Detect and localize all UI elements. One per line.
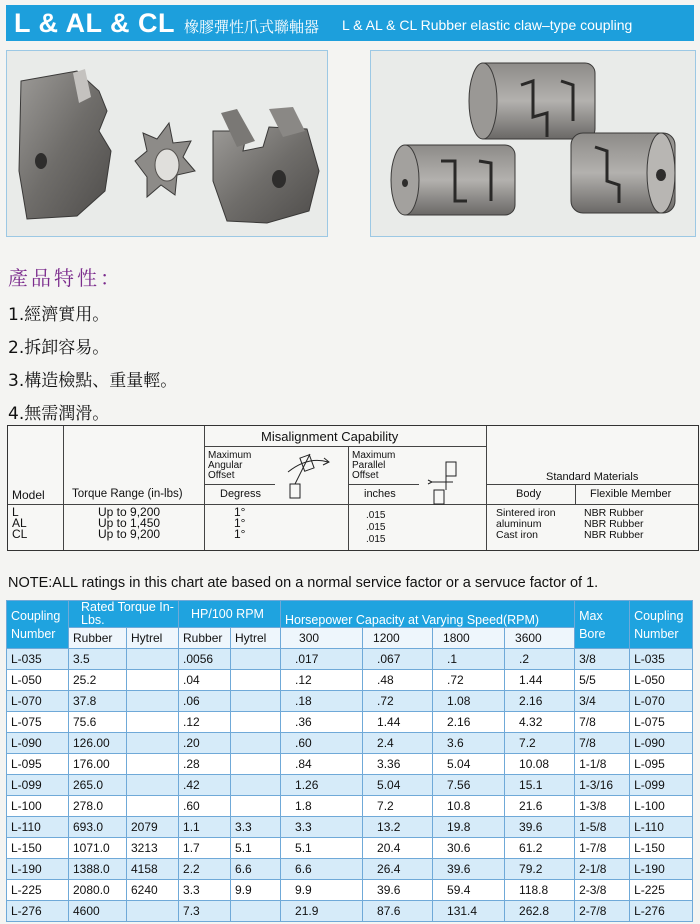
subheader-torque-rubber: Rubber <box>69 628 127 649</box>
cell-max-bore: 7/8 <box>575 712 630 733</box>
cell-coupling-number-right: L-190 <box>630 859 693 880</box>
cell-hp-hytrel <box>231 754 281 775</box>
table-row <box>7 901 693 922</box>
cell-hp-300: .36 <box>281 712 363 733</box>
cell-hp-hytrel <box>231 733 281 754</box>
cell-coupling-number: L-070 <box>7 691 69 712</box>
cell-coupling-number-right: L-100 <box>630 796 693 817</box>
cell-torque-rubber: 126.00 <box>69 733 127 754</box>
cell-torque-rubber: 1071.0 <box>69 838 127 859</box>
spec-flex-values: NBR Rubber NBR Rubber NBR Rubber <box>584 507 644 541</box>
cell-hp-hytrel: 6.6 <box>231 859 281 880</box>
feature-item: 1.經濟實用。 <box>8 305 110 325</box>
cell-torque-rubber: 1388.0 <box>69 859 127 880</box>
subheader-torque-hytrel: Hytrel <box>127 628 179 649</box>
cell-max-bore: 1-1/8 <box>575 754 630 775</box>
subheader-speed-1800: 1800 <box>433 628 505 649</box>
cell-max-bore: 2-7/8 <box>575 901 630 922</box>
cell-hp-rubber: .60 <box>179 796 231 817</box>
cell-hp-3600: 15.1 <box>505 775 575 796</box>
cell-hp-hytrel <box>231 712 281 733</box>
title-chinese: 橡膠彈性爪式聯軸器 <box>184 19 320 36</box>
misalignment-title: Misalignment Capability <box>261 429 399 444</box>
cell-hp-3600: 10.08 <box>505 754 575 775</box>
cell-hp-1800: 1.08 <box>433 691 505 712</box>
spec-torque-values: Up to 9,200 Up to 1,450 Up to 9,200 <box>98 505 161 541</box>
cell-coupling-number: L-110 <box>7 817 69 838</box>
cell-torque-rubber: 25.2 <box>69 670 127 691</box>
spec-degree-values: 1° 1° 1° <box>234 505 246 541</box>
cell-max-bore: 1-3/16 <box>575 775 630 796</box>
feature-item: 3.構造檢點、重量輕。 <box>8 371 178 391</box>
cell-hp-300: 1.26 <box>281 775 363 796</box>
cell-hp-1200: 3.36 <box>363 754 433 775</box>
cell-coupling-number-right: L-070 <box>630 691 693 712</box>
cell-hp-300: 5.1 <box>281 838 363 859</box>
cell-hp-300: .017 <box>281 649 363 670</box>
header-coupling-number-right: Coupling Number <box>630 601 693 649</box>
cell-coupling-number: L-090 <box>7 733 69 754</box>
table-row <box>7 649 693 670</box>
assembled-coupling-photo <box>370 50 696 237</box>
cell-max-bore: 2-3/8 <box>575 880 630 901</box>
cell-hp-rubber: .20 <box>179 733 231 754</box>
cell-max-bore: 1-3/8 <box>575 796 630 817</box>
col-body: Body <box>516 488 542 500</box>
col-model: Model <box>12 488 45 502</box>
cell-coupling-number-right: L-050 <box>630 670 693 691</box>
cell-torque-rubber: 278.0 <box>69 796 127 817</box>
cell-hp-rubber: 3.3 <box>179 880 231 901</box>
cell-max-bore: 5/5 <box>575 670 630 691</box>
cell-coupling-number-right: L-099 <box>630 775 693 796</box>
table-row <box>7 670 693 691</box>
cell-coupling-number: L-099 <box>7 775 69 796</box>
cell-torque-rubber: 4600 <box>69 901 127 922</box>
cell-coupling-number: L-276 <box>7 901 69 922</box>
cell-torque-rubber: 265.0 <box>69 775 127 796</box>
cell-max-bore: 2-1/8 <box>575 859 630 880</box>
cell-hp-3600: 262.8 <box>505 901 575 922</box>
cell-hp-hytrel: 5.1 <box>231 838 281 859</box>
cell-hp-1800: .72 <box>433 670 505 691</box>
cell-hp-3600: 4.32 <box>505 712 575 733</box>
cell-hp-1200: 1.44 <box>363 712 433 733</box>
cell-hp-hytrel <box>231 691 281 712</box>
cell-hp-300: 1.8 <box>281 796 363 817</box>
table-row <box>7 880 693 901</box>
cell-hp-1200: .48 <box>363 670 433 691</box>
cell-coupling-number: L-100 <box>7 796 69 817</box>
ratings-note: NOTE:ALL ratings in this chart ate based on a normal service factor or a servuce factor of 1. <box>8 575 599 591</box>
cell-hp-300: 6.6 <box>281 859 363 880</box>
cell-coupling-number-right: L-110 <box>630 817 693 838</box>
cell-hp-3600: 7.2 <box>505 733 575 754</box>
col-inches: inches <box>364 488 396 500</box>
table-row <box>7 775 693 796</box>
header-hp-capacity: Horsepower Capacity at Varying Speed(RPM) <box>281 601 575 628</box>
cell-hp-hytrel <box>231 796 281 817</box>
cell-hp-rubber: .42 <box>179 775 231 796</box>
cell-hp-1800: 39.6 <box>433 859 505 880</box>
title-english: L & AL & CL Rubber elastic claw–type coupling <box>342 17 633 33</box>
cell-max-bore: 3/4 <box>575 691 630 712</box>
header-max-bore: Max Bore <box>575 601 630 649</box>
subheader-speed-3600: 3600 <box>505 628 575 649</box>
table-row <box>7 712 693 733</box>
cell-torque-hytrel <box>127 712 179 733</box>
parallel-offset-label: Maximum Parallel Offset <box>352 450 396 481</box>
cell-hp-1800: 10.8 <box>433 796 505 817</box>
spec-table <box>7 425 699 551</box>
cell-coupling-number-right: L-150 <box>630 838 693 859</box>
cell-hp-300: 3.3 <box>281 817 363 838</box>
subheader-speed-300: 300 <box>281 628 363 649</box>
cell-hp-300: 9.9 <box>281 880 363 901</box>
cell-hp-rubber: 2.2 <box>179 859 231 880</box>
cell-hp-rubber: .28 <box>179 754 231 775</box>
page-title: L & AL & CL <box>14 8 176 38</box>
cell-hp-300: .60 <box>281 733 363 754</box>
cell-hp-hytrel: 9.9 <box>231 880 281 901</box>
cell-hp-3600: 2.16 <box>505 691 575 712</box>
cell-torque-hytrel <box>127 670 179 691</box>
cell-hp-hytrel: 3.3 <box>231 817 281 838</box>
cell-coupling-number: L-150 <box>7 838 69 859</box>
spec-row: L AL CL <box>12 505 28 541</box>
cell-torque-hytrel: 6240 <box>127 880 179 901</box>
cell-hp-1800: 131.4 <box>433 901 505 922</box>
spec-inch-values: .015 .015 .015 <box>366 510 386 545</box>
cell-hp-3600: 79.2 <box>505 859 575 880</box>
cell-hp-3600: 39.6 <box>505 817 575 838</box>
cell-coupling-number-right: L-035 <box>630 649 693 670</box>
cell-max-bore: 1-5/8 <box>575 817 630 838</box>
cell-torque-hytrel: 4158 <box>127 859 179 880</box>
cell-hp-1800: 5.04 <box>433 754 505 775</box>
table-row <box>7 838 693 859</box>
cell-hp-3600: 21.6 <box>505 796 575 817</box>
header-rated-torque: Rated Torque In-Lbs. <box>69 601 179 628</box>
cell-hp-1200: 26.4 <box>363 859 433 880</box>
cell-hp-1200: 13.2 <box>363 817 433 838</box>
subheader-hp-rubber: Rubber <box>179 628 231 649</box>
cell-hp-1800: 19.8 <box>433 817 505 838</box>
cell-torque-hytrel <box>127 775 179 796</box>
cell-hp-1200: 20.4 <box>363 838 433 859</box>
cell-coupling-number: L-095 <box>7 754 69 775</box>
cell-hp-1800: 3.6 <box>433 733 505 754</box>
table-row <box>7 733 693 754</box>
cell-hp-rubber: .04 <box>179 670 231 691</box>
cell-torque-rubber: 693.0 <box>69 817 127 838</box>
feature-item: 2.拆卸容易。 <box>8 338 110 358</box>
angular-offset-label: Maximum Angular Offset <box>208 450 252 481</box>
cell-coupling-number-right: L-095 <box>630 754 693 775</box>
materials-title: Standard Materials <box>546 471 639 483</box>
cell-torque-rubber: 75.6 <box>69 712 127 733</box>
cell-hp-1800: 59.4 <box>433 880 505 901</box>
cell-coupling-number-right: L-225 <box>630 880 693 901</box>
cell-coupling-number: L-190 <box>7 859 69 880</box>
table-row <box>7 817 693 838</box>
cell-torque-rubber: 37.8 <box>69 691 127 712</box>
header-hp-100rpm: HP/100 RPM <box>179 601 281 628</box>
subheader-speed-1200: 1200 <box>363 628 433 649</box>
cell-coupling-number-right: L-090 <box>630 733 693 754</box>
feature-item: 4.無需潤滑。 <box>8 404 110 424</box>
cell-hp-3600: 1.44 <box>505 670 575 691</box>
cell-hp-1800: 30.6 <box>433 838 505 859</box>
cell-coupling-number: L-225 <box>7 880 69 901</box>
cell-hp-1200: 2.4 <box>363 733 433 754</box>
cell-torque-hytrel <box>127 733 179 754</box>
cell-hp-rubber: .12 <box>179 712 231 733</box>
cell-coupling-number-right: L-075 <box>630 712 693 733</box>
cell-coupling-number: L-050 <box>7 670 69 691</box>
cell-hp-300: .18 <box>281 691 363 712</box>
cell-hp-rubber: 7.3 <box>179 901 231 922</box>
cell-coupling-number: L-035 <box>7 649 69 670</box>
cell-hp-300: 21.9 <box>281 901 363 922</box>
cell-hp-3600: .2 <box>505 649 575 670</box>
features-title: 產品特性： <box>8 266 123 290</box>
cell-hp-1200: 5.04 <box>363 775 433 796</box>
header-bar <box>6 5 694 41</box>
cell-hp-rubber: 1.1 <box>179 817 231 838</box>
cell-hp-3600: 61.2 <box>505 838 575 859</box>
spec-body-values: Sintered iron aluminum Cast iron <box>496 507 556 541</box>
cell-torque-hytrel <box>127 649 179 670</box>
capacity-table <box>6 600 693 922</box>
cell-torque-hytrel <box>127 754 179 775</box>
cell-max-bore: 7/8 <box>575 733 630 754</box>
col-torque: Torque Range (in-lbs) <box>72 488 183 500</box>
cell-hp-rubber: .06 <box>179 691 231 712</box>
cell-coupling-number: L-075 <box>7 712 69 733</box>
cell-hp-1200: 39.6 <box>363 880 433 901</box>
cell-max-bore: 1-7/8 <box>575 838 630 859</box>
col-degrees: Degress <box>220 488 261 500</box>
cell-torque-rubber: 3.5 <box>69 649 127 670</box>
cell-hp-300: .84 <box>281 754 363 775</box>
cell-torque-rubber: 2080.0 <box>69 880 127 901</box>
header-coupling-number: Coupling Number <box>7 601 69 649</box>
parallel-offset-diagram <box>426 460 466 506</box>
table-row <box>7 754 693 775</box>
cell-hp-1800: .1 <box>433 649 505 670</box>
cell-hp-hytrel <box>231 670 281 691</box>
cell-hp-1800: 7.56 <box>433 775 505 796</box>
cell-hp-300: .12 <box>281 670 363 691</box>
cell-coupling-number-right: L-276 <box>630 901 693 922</box>
cell-torque-hytrel <box>127 901 179 922</box>
cell-torque-hytrel: 3213 <box>127 838 179 859</box>
cell-hp-hytrel <box>231 901 281 922</box>
cell-torque-hytrel <box>127 796 179 817</box>
cell-hp-1200: .067 <box>363 649 433 670</box>
cell-torque-hytrel: 2079 <box>127 817 179 838</box>
cell-torque-hytrel <box>127 691 179 712</box>
subheader-hp-hytrel: Hytrel <box>231 628 281 649</box>
table-row <box>7 691 693 712</box>
cell-hp-rubber: .0056 <box>179 649 231 670</box>
cell-hp-1200: .72 <box>363 691 433 712</box>
cell-hp-1200: 7.2 <box>363 796 433 817</box>
table-row <box>7 796 693 817</box>
angular-offset-diagram <box>280 450 340 506</box>
cell-hp-hytrel <box>231 775 281 796</box>
cell-hp-3600: 118.8 <box>505 880 575 901</box>
cell-hp-1200: 87.6 <box>363 901 433 922</box>
cell-hp-hytrel <box>231 649 281 670</box>
table-row <box>7 859 693 880</box>
cell-hp-rubber: 1.7 <box>179 838 231 859</box>
cell-torque-rubber: 176.00 <box>69 754 127 775</box>
col-flexible-member: Flexible Member <box>590 488 672 500</box>
coupling-parts-photo <box>6 50 328 237</box>
cell-hp-1800: 2.16 <box>433 712 505 733</box>
cell-max-bore: 3/8 <box>575 649 630 670</box>
